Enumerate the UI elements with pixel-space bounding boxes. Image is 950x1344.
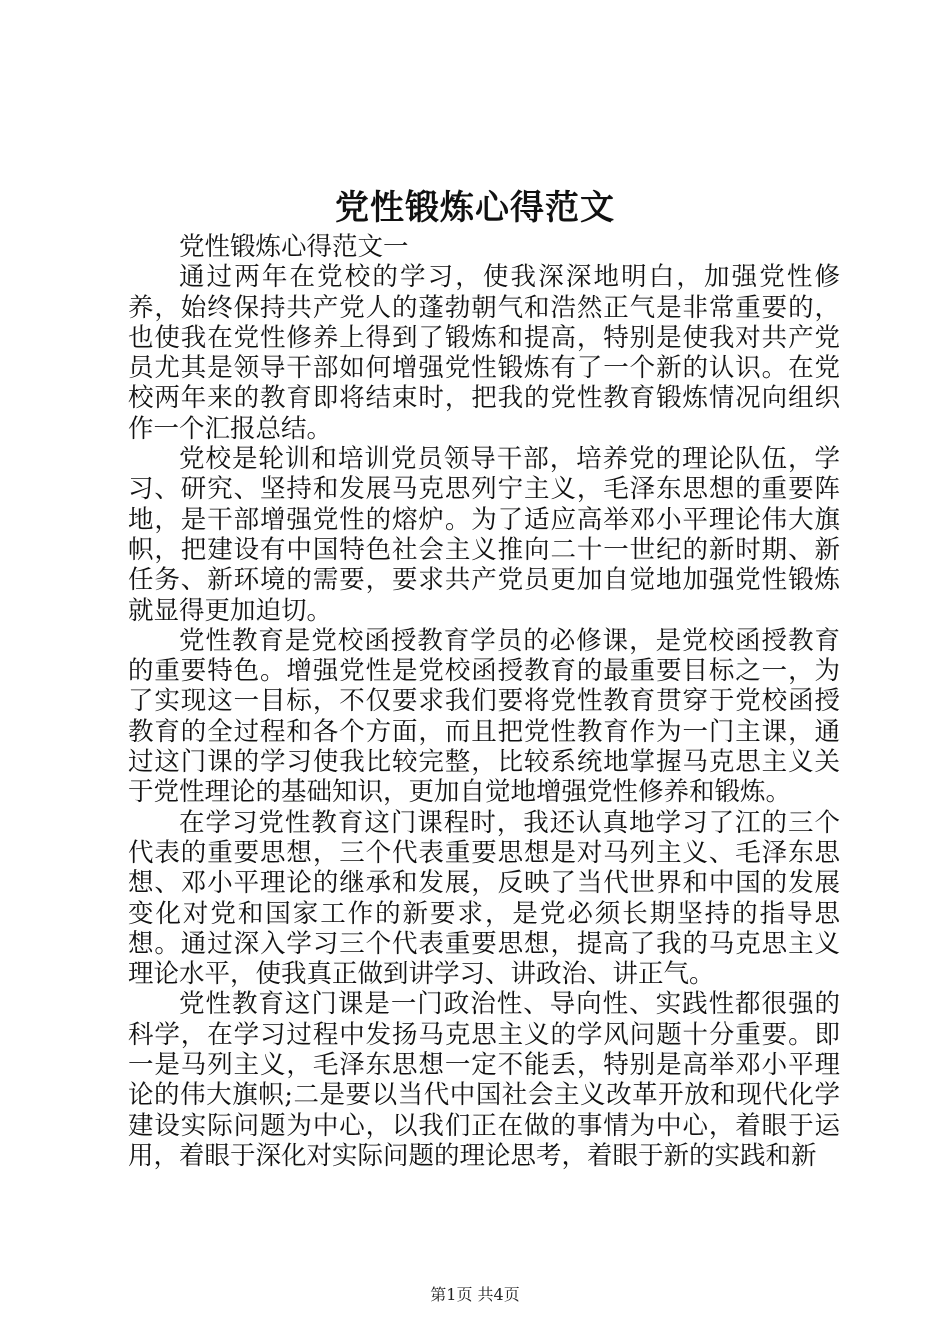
paragraph: 通过两年在党校的学习，使我深深地明白，加强党性修养，始终保持共产党人的蓬勃朝气和浩然正气是非常重要的，也使我在党性修养上得到了锻炼和提高，特别是使我对共产党员尤其是领导干部如何增强党性锻炼有了一个新的认识。在党校两年来的教育即将结束时，把我的党性教育锻炼情况向组织作一个汇报总结。 (128, 262, 840, 444)
document-body (128, 232, 840, 1171)
section-heading: 党性锻炼心得范文一 (179, 232, 409, 262)
paragraph: 在学习党性教育这门课程时，我还认真地学习了江的三个代表的重要思想，三个代表重要思想是对马列主义、毛泽东思想、邓小平理论的继承和发展，反映了当代世界和中国的发展变化对党和国家工作的新要求，是党必须长期坚持的指导思想。通过深入学习三个代表重要思想，提高了我的马克思主义理论水平，使我真正做到讲学习、讲政治、讲正气。 (128, 807, 840, 990)
document-title: 党性锻炼心得范文 (335, 188, 615, 228)
paragraph: 党校是轮训和培训党员领导干部，培养党的理论队伍，学习、研究、坚持和发展马克思列宁主义，毛泽东思想的重要阵地，是干部增强党性的熔炉。为了适应高举邓小平理论伟大旗帜，把建设有中国特色社会主义推向二十一世纪的新时期、新任务、新环境的需要，要求共产党员更加自觉地加强党性锻炼就显得更加迫切。 (128, 444, 840, 626)
page-number-footer: 第1页 共4页 (430, 1285, 520, 1304)
paragraph: 党性教育这门课是一门政治性、导向性、实践性都很强的科学，在学习过程中发扬马克思主义的学风问题十分重要。即一是马列主义，毛泽东思想一定不能丢，特别是高举邓小平理论的伟大旗帜;二是要以当代中国社会主义改革开放和现代化学建设实际问题为中心，以我们正在做的事情为中心，着眼于运用，着眼于深化对实际问题的理论思考，着眼于新的实践和新 (128, 989, 840, 1171)
paragraph: 党性教育是党校函授教育学员的必修课，是党校函授教育的重要特色。增强党性是党校函授教育的最重要目标之一，为了实现这一目标，不仅要求我们要将党性教育贯穿于党校函授教育的全过程和各个方面，而且把党性教育作为一门主课，通过这门课的学习使我比较完整，比较系统地掌握马克思主义关于党性理论的基础知识，更加自觉地增强党性修养和锻炼。 (128, 625, 840, 808)
